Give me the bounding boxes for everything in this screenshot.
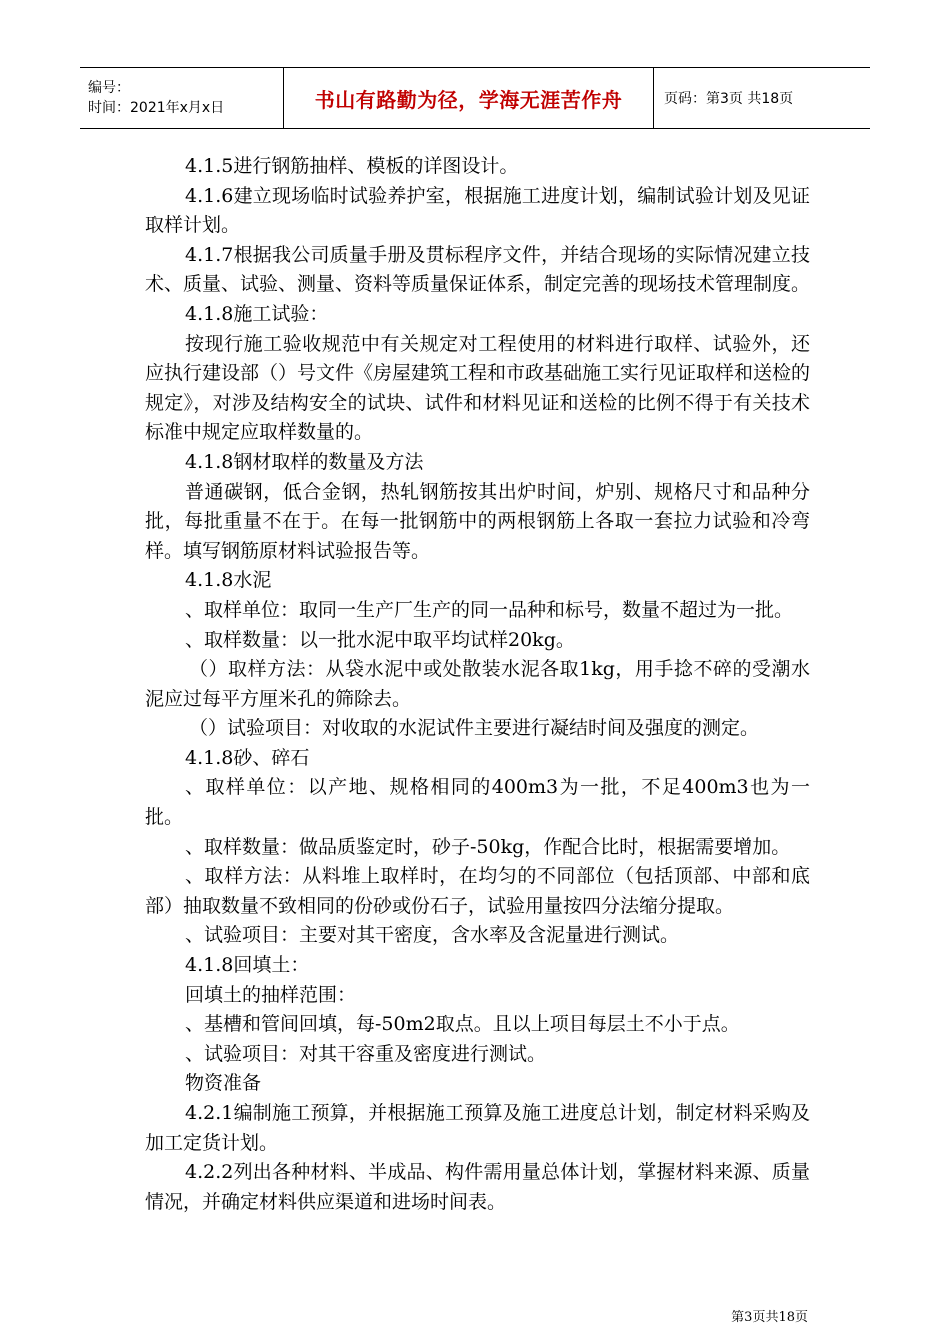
header-time-label: 时间：2021年x月x日 <box>88 100 225 116</box>
section-heading: 4.1.8水泥 <box>185 569 272 592</box>
paragraph: 回填土的抽样范围： <box>185 983 357 1006</box>
paragraph: 、取样方法：从料堆上取样时，在均匀的不同部位（包括顶部、中部和底部）抽取数量不致相同的份砂或份石子，试验用量按四分法缩分提取。 <box>145 865 810 917</box>
paragraph: 4.2.1编制施工预算，并根据施工预算及施工进度总计划，制定材料采购及加工定货计划。 <box>145 1102 810 1154</box>
header-number-label: 编号： <box>88 80 130 96</box>
header-page-cell <box>654 68 870 128</box>
header-page-label: 页码：第3页 共18页 <box>664 91 794 107</box>
paragraph: 、取样单位：以产地、规格相同的400m3为一批，不足400m3也为一批。 <box>145 776 810 829</box>
paragraph: （）试验项目：对收取的水泥试件主要进行凝结时间及强度的测定。 <box>189 717 760 740</box>
section-heading: 物资准备 <box>185 1072 262 1095</box>
section-heading: 4.1.8回填土： <box>185 954 310 977</box>
header-motto: 书山有路勤为径，学海无涯苦作舟 <box>314 87 623 112</box>
page-header <box>80 67 870 129</box>
section-heading: 4.1.8施工试验： <box>185 302 329 325</box>
paragraph: 、取样数量：做品质鉴定时，砂子-50kg，作配合比时，根据需要增加。 <box>185 835 791 858</box>
paragraph: （）取样方法：从袋水泥中或处散装水泥各取1kg，用手捻不碎的受潮水泥应过每平方厘米孔的筛除去。 <box>145 658 810 710</box>
paragraph: 4.2.2列出各种材料、半成品、构件需用量总体计划，掌握材料来源、质量情况，并确定材料供应渠道和进场时间表。 <box>145 1161 810 1213</box>
paragraph: 普通碳钢，低合金钢，热轧钢筋按其出炉时间，炉别、规格尺寸和品种分批，每批重量不在于。在每一批钢筋中的两根钢筋上各取一套拉力试验和冷弯样。填写钢筋原材料试验报告等。 <box>145 480 810 562</box>
paragraph: 、基槽和管间回填，每-50m2取点。且以上项目每层土不小于点。 <box>185 1013 740 1036</box>
paragraph: 、取样数量：以一批水泥中取平均试样20kg。 <box>185 628 575 651</box>
body-content <box>145 152 810 1217</box>
paragraph: 4.1.5进行钢筋抽样、模板的详图设计。 <box>185 155 519 177</box>
footer-page-number: 第3页共18页 <box>731 1310 808 1325</box>
header-meta <box>80 68 283 128</box>
section-heading: 4.1.8砂、碎石 <box>185 746 310 769</box>
section-heading: 4.1.8钢材取样的数量及方法 <box>185 450 424 473</box>
header-motto-cell <box>283 68 654 128</box>
paragraph: 按现行施工验收规范中有关规定对工程使用的材料进行取样、试验外，还应执行建设部（）号文件《房屋建筑工程和市政基础施工实行见证取样和送检的规定》，对涉及结构安全的试块、试件和材料见证和送检的比例不得于有关技术标准中规定应取样数量的。 <box>145 332 811 444</box>
paragraph: 、试验项目：主要对其干密度，含水率及含泥量进行测试。 <box>185 924 680 947</box>
paragraph: 、试验项目：对其干容重及密度进行测试。 <box>185 1042 547 1065</box>
paragraph: 、取样单位：取同一生产厂生产的同一品种和标号，数量不超过为一批。 <box>185 598 794 621</box>
paragraph: 4.1.7根据我公司质量手册及贯标程序文件，并结合现场的实际情况建立技术、质量、试验、测量、资料等质量保证体系，制定完善的现场技术管理制度。 <box>145 243 811 296</box>
page-footer <box>731 1306 808 1325</box>
paragraph: 4.1.6建立现场临时试验养护室，根据施工进度计划，编制试验计划及见证取样计划。 <box>145 184 810 237</box>
